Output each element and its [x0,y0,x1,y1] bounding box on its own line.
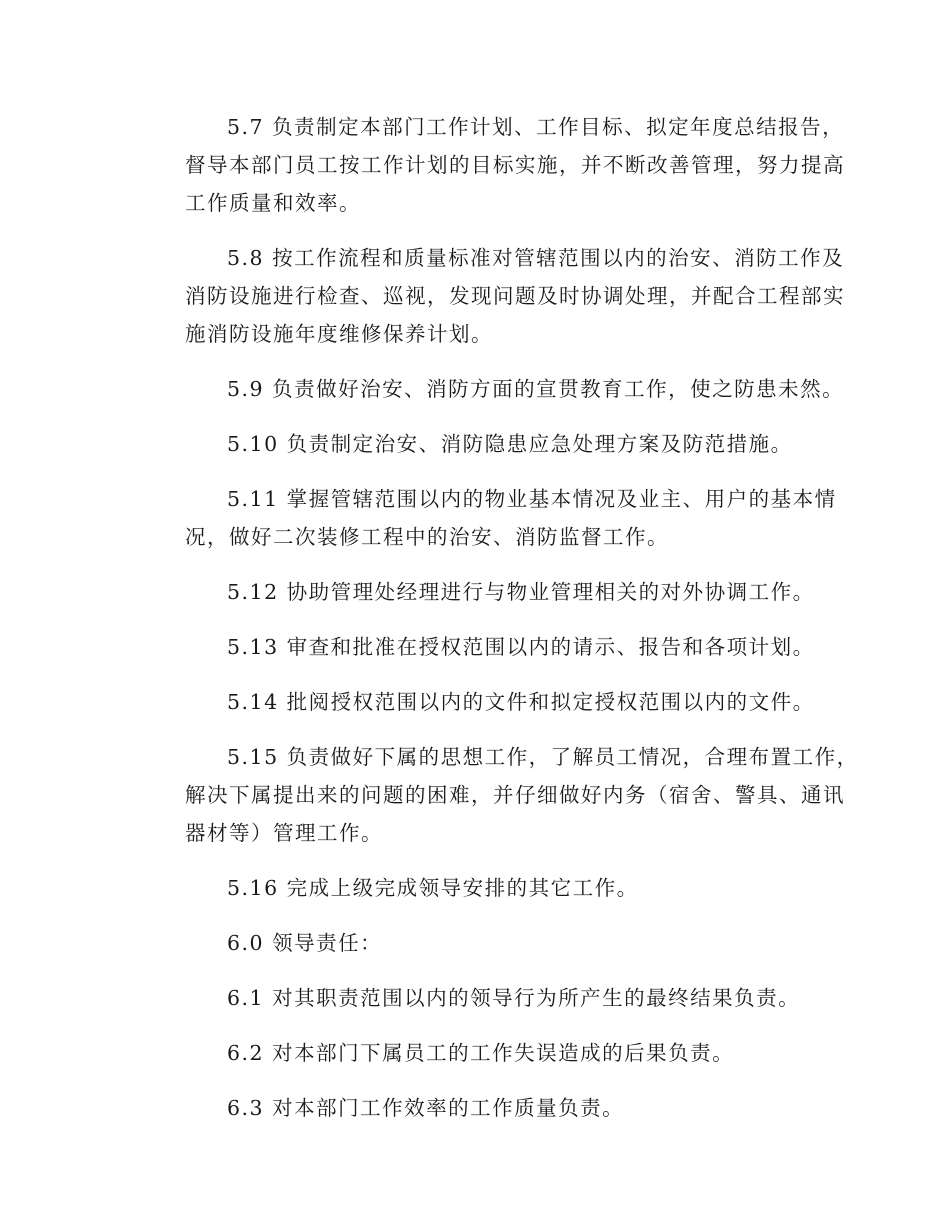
paragraph-line: 5.7 负责制定本部门工作计划、工作目标、拟定年度总结报告， [227,115,845,139]
paragraph-line: 5.10 负责制定治安、消防隐患应急处理方案及防范措施。 [227,432,793,456]
paragraph-line: 工作质量和效率。 [185,191,361,215]
paragraph-5-8 [143,239,845,353]
paragraph-5-12 [143,573,815,611]
paragraph-5-16 [143,869,807,907]
paragraph-line: 督导本部门员工按工作计划的目标实施，并不断改善管理，努力提高 [185,153,845,177]
paragraph-6-2 [143,1034,807,1072]
paragraph-line: 5.15 负责做好下属的思想工作，了解员工情况，合理布置工作， [227,745,859,769]
paragraph-5-11 [143,480,837,556]
document-body [143,108,859,1144]
paragraph-5-7 [143,108,845,222]
paragraph-line: 6.2 对本部门下属员工的工作失误造成的后果负责。 [227,1041,735,1065]
paragraph-line: 施消防设施年度维修保养计划。 [185,322,493,346]
paragraph-line: 器材等）管理工作。 [185,821,383,845]
paragraph-6-0 [143,924,807,962]
paragraph-line: 6.1 对其职责范围以内的领导行为所产生的最终结果负责。 [227,986,801,1010]
paragraph-5-9 [143,370,845,408]
paragraph-line: 5.16 完成上级完成领导安排的其它工作。 [227,876,639,900]
paragraph-line: 6.0 领导责任： [227,931,383,955]
paragraph-line: 5.12 协助管理处经理进行与物业管理相关的对外协调工作。 [227,580,815,604]
paragraph-line: 5.11 掌握管辖范围以内的物业基本情况及业主、用户的基本情 [227,487,837,511]
paragraph-line: 况，做好二次装修工程中的治安、消防监督工作。 [185,525,669,549]
paragraph-line: 消防设施进行检查、巡视，发现问题及时协调处理，并配合工程部实 [185,284,845,308]
paragraph-line: 5.14 批阅授权范围以内的文件和拟定授权范围以内的文件。 [227,690,815,714]
paragraph-line: 6.3 对本部门工作效率的工作质量负责。 [227,1096,625,1120]
paragraph-line: 5.13 审查和批准在授权范围以内的请示、报告和各项计划。 [227,635,815,659]
paragraph-5-13 [143,628,815,666]
paragraph-5-14 [143,683,815,721]
paragraph-line: 解决下属提出来的问题的困难，并仔细做好内务（宿舍、警具、通讯 [185,783,845,807]
paragraph-5-15 [143,738,859,852]
paragraph-5-10 [143,425,807,463]
paragraph-6-1 [143,979,807,1017]
paragraph-6-3 [143,1089,807,1127]
paragraph-line: 5.8 按工作流程和质量标准对管辖范围以内的治安、消防工作及 [227,246,845,270]
paragraph-line: 5.9 负责做好治安、消防方面的宣贯教育工作，使之防患未然。 [227,377,845,401]
